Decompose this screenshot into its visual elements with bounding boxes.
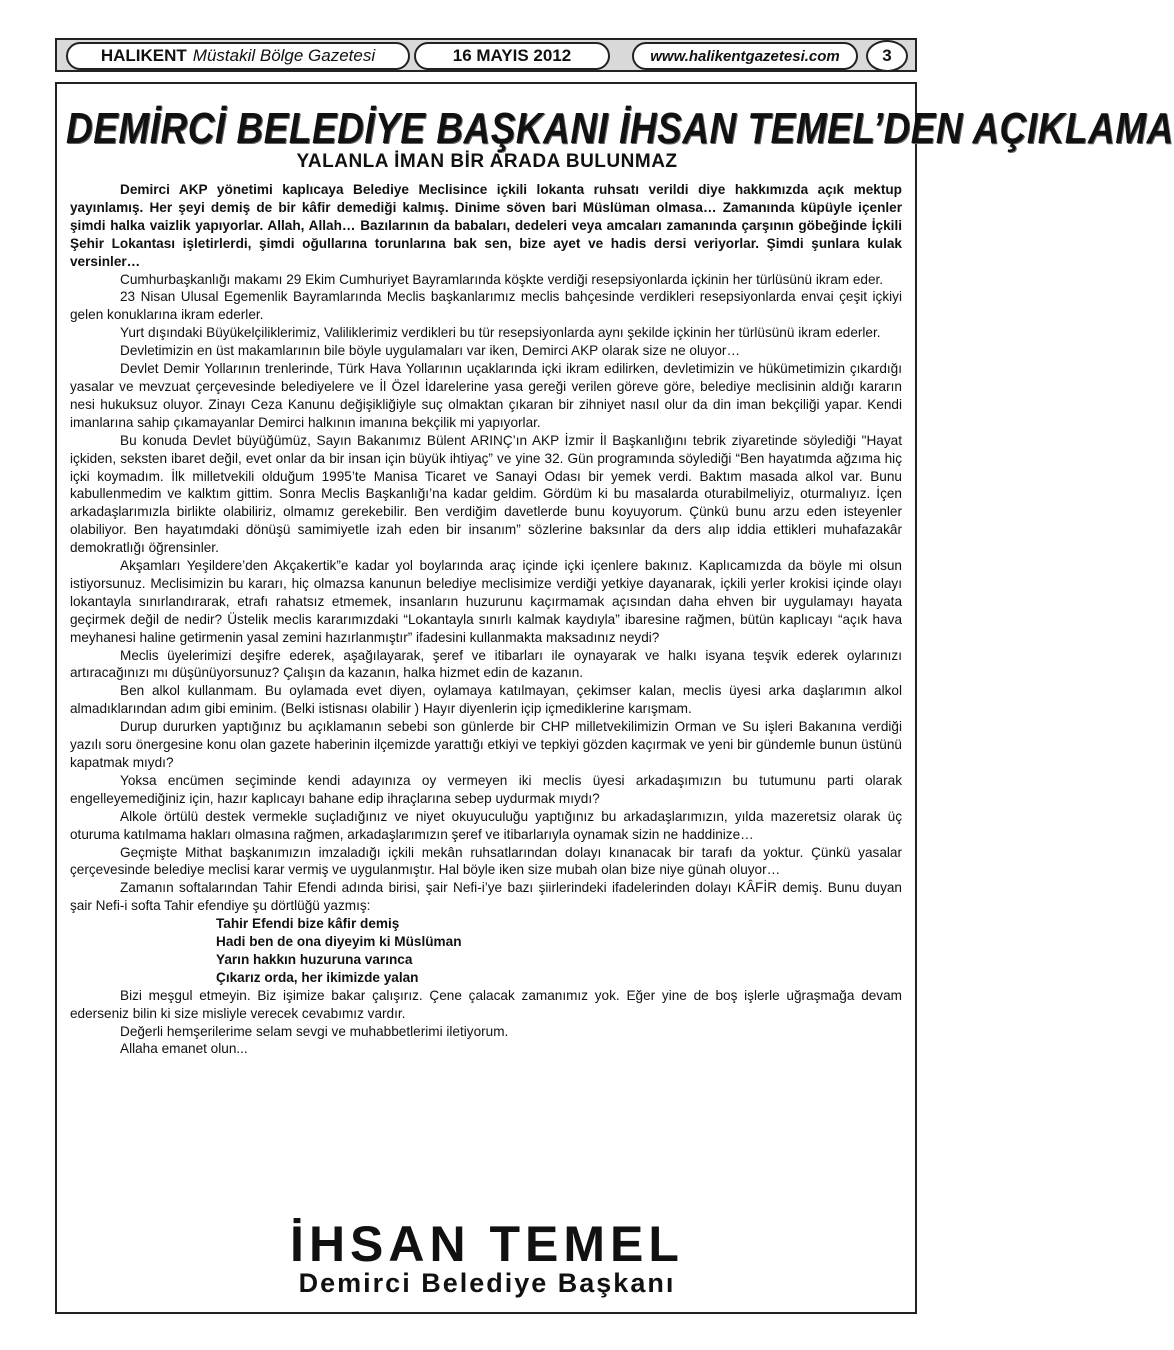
poem-line: Yarın hakkın huzuruna varınca bbox=[216, 951, 413, 967]
article-paragraph: Bu konuda Devlet büyüğümüz, Sayın Bakanımız Bülent ARINÇ’ın AKP İzmir İl Başkanlığını tebrik ziyaretinde söylediği "Hayat içkiden, seksten ibaret değil, evet onlar da bir insan için büyük ihtiyaç” ve yine 32. Gün programında söylediği “Ben hayatımda ağzıma hiç içki koymadım. İlk milletvekili olduğum 1995’te Manisa Ticaret ve Sanayi Odası bir yemek verdi. Baktım masada alkol var. Bunu kabullenmedim ve kalktım gittim. Sonra Meclis Başkanlığı’na kadar geldim. Gördüm ki bu masalarda oturabilmeliyiz, oturmalıyız. İçen arkadaşlarımızla birlikte olabiliriz, olmamız gerekebilir. Ben verdiğim davetlerde bunu koyuyorum. Çünkü bunu arzu eden isteyenler olabiliyor. Ben hayatımdaki dönüşü samimiyetle izah eden bir insanım” sözlerine baksınlar da ders alıp iddia ettikleri muhafazakâr demokratlığı öğrensinler. bbox=[70, 432, 902, 556]
article-paragraph: 23 Nisan Ulusal Egemenlik Bayramlarında Meclis başkanlarımız meclis bahçesinde verdikleri resepsiyonlarda envai çeşit içkiyi gelen konuklarına ikram ederler. bbox=[70, 289, 902, 323]
article-paragraph: Zamanın softalarından Tahir Efendi adında birisi, şair Nefi-i’ye bazı şiirlerindeki ifadelerinden dolayı KÂFİR demiş. Bunu duyan şair Nefi-i softa Tahir efendiye şu dörtlüğü yazmış: bbox=[70, 880, 902, 914]
headline: DEMİRCİ BELEDİYE BAŞKANI İHSAN TEMEL’DEN AÇIKLAMA bbox=[66, 104, 1174, 153]
article-paragraph: Meclis üyelerimizi deşifre ederek, aşağılayarak, şeref ve itibarları ile oynayarak ve halkı isyana teşvik ederek oylarınızı artıracağınızı mı düşünüyorsunuz? Çalışın da kazanın, halka hizmet edin de kazanın. bbox=[70, 647, 902, 681]
closing-paragraph: Değerli hemşerilerime selam sevgi ve muhabbetlerimi iletiyorum. bbox=[120, 1023, 509, 1039]
article-paragraph: Devletimizin en üst makamlarının bile böyle uygulamaları var iken, Demirci AKP olarak size ne oluyor… bbox=[120, 343, 741, 359]
signature-name: İHSAN TEMEL bbox=[290, 1216, 684, 1272]
poem-quatrain bbox=[216, 915, 902, 987]
subheadline: YALANLA İMAN BİR ARADA BULUNMAZ bbox=[296, 151, 678, 172]
article-paragraph: Alkole örtülü destek vermekle suçladığınız ve niyet okuyuculuğu yaptığınız bu arkadaşlarımızın, yılda mazeretsiz olarak üç oturuma katılmama hakları olmasına rağmen, arkadaşlarımızın şeref ve itibarlarıyla oynamak sizin ne haddinize… bbox=[70, 808, 902, 842]
article-paragraph: Demirci AKP yönetimi kaplıcaya Belediye Meclisince içkili lokanta ruhsatı verildi diye hakkımızda açık mektup yayınlamış. Her şeyi demiş de bir kâfir demediği kalmış. Dinime söven bari Müslüman olmasa… Zamanında küpüyle içenler şimdi halka vaizlik yapıyorlar. Allah, Allah… Bazılarının da babaları, dedeleri veya amcaları zamanında çarşının göbeğinde İçkili Şehir Lokantası işletirlerdi, şimdi oğullarına torunlarına bak sen, bize ayet ve hadis dersi veriyorlar. Şimdi şunlara kulak versinler… bbox=[70, 182, 902, 269]
article-paragraph: Durup dururken yaptığınız bu açıklamanın sebebi son günlerde bir CHP milletvekilimizin Orman ve Su işleri Bakanına verdiği yazılı soru önergesine konu olan gazete haberinin ilçemizde yarattığı etkiyi ve tepkiyi gözden kaçırmak ve yeni bir gündemle bunun üstünü kapatmak mıydı? bbox=[70, 719, 902, 770]
article-paragraph: Cumhurbaşkanlığı makamı 29 Ekim Cumhuriyet Bayramlarında köşkte verdiği resepsiyonlarda içkinin her türlüsünü ikram eder. bbox=[120, 271, 884, 287]
signature-title: Demirci Belediye Başkanı bbox=[298, 1268, 676, 1298]
poem-line: Hadi ben de ona diyeyim ki Müslüman bbox=[216, 934, 462, 950]
article-paragraph: Yurt dışındaki Büyükelçiliklerimiz, Valiliklerimiz verdikleri bu tür resepsiyonlarda aynı şekilde içkinin her türlüsünü ikram ederler. bbox=[120, 325, 881, 341]
closing-paragraph: Bizi meşgul etmeyin. Biz işimize bakar çalışırız. Çene çalacak zamanımız yok. Eğer yine de boş işlerle uğraşmağa devam ederseniz bilin ki size misliyle verecek cevabımız vardır. bbox=[70, 987, 902, 1021]
article-paragraph: Yoksa encümen seçiminde kendi adayınıza oy vermeyen iki meclis üyesi arkadaşımızın bu tutumunu parti olarak engelleyemediğiniz için, hazır kaplıcayı bahane edip ihraçlarına sebep uydurmak mıydı? bbox=[70, 772, 902, 806]
article-paragraph: Ben alkol kullanmam. Bu oylamada evet diyen, oylamaya katılmayan, çekimser kalan, meclis üyesi arka daşlarımın alkol almadıklarından adım gibi eminim. (Belki istisnası olabilir ) Hayır diyenlerin içip içmediklerine karışmam. bbox=[70, 683, 902, 717]
poem-line: Tahir Efendi bize kâfir demiş bbox=[216, 916, 400, 932]
paper-subtitle: Müstakil Bölge Gazetesi bbox=[192, 46, 376, 65]
poem-line: Çıkarız orda, her ikimizde yalan bbox=[216, 969, 419, 985]
article-paragraph: Geçmişte Mithat başkanımızın imzaladığı içkili mekân ruhsatlarından dolayı kınanacak bir tarafı da yoktur. Çünkü yasalar çerçevesinde belediye meclisi karar vermiş ve uygulanmıştır. Hal böyle iken size mubah olan bize niye günah oluyor… bbox=[70, 844, 902, 878]
closing-paragraph: Allaha emanet olun... bbox=[120, 1041, 248, 1057]
paper-name: HALIKENT bbox=[100, 46, 187, 65]
issue-date: 16 MAYIS 2012 bbox=[414, 42, 610, 70]
article-body bbox=[70, 181, 902, 1058]
paper-name-pill bbox=[66, 42, 410, 70]
article-paragraph: Devlet Demir Yollarının trenlerinde, Türk Hava Yollarının uçaklarında içki ikram edilirken, devletimizin ve hükümetimizin çıkardığı yasalar ve mevzuat çerçevesinde belediyelere ve İl Özel İdarelerine yasa gereği verilen göreve göre, belediye meclisinin aldığı kararın nesi hukuksuz oluyor. Zinayı Ceza Kanunu değişikliğiyle suç olmaktan çıkaran bir zihniyet nasıl olur da din iman bekçiliği yapar. Kendi imanlarına sahip çıkamayanlar Demirci halkının imanına bekçilik mi yapıyorlar. bbox=[70, 361, 902, 430]
website-link[interactable]: www.halikentgazetesi.com bbox=[632, 42, 858, 70]
page-number: 3 bbox=[866, 40, 908, 72]
article-paragraph: Akşamları Yeşildere’den Akçakertik”e kadar yol boylarında araç içinde içki içenlere bakınız. Kaplıcamızda da böyle mi olsun istiyorsunuz. Meclisimizin bu kararı, hiç olmazsa kanunun belediye meclisimize verdiği yetkiye dayanarak, içkili yerler krokisi içinde olayı lokantayla sınırlandırarak, etrafı rahatsız etmemek, insanların huzurunu kaçırmamak açısından daha ehven bir uygulamayı hayata geçirmek değil de nedir? Üstelik meclis kararımızdaki “Lokantayla sınırlı kalmak kaydıyla” ibaresine rağmen, bütün kaplıcayı “açık hava meyhanesi haline getirmenin yasal zemini hazırlanmıştır” ifadesini kullanmakta maksadınız neydi? bbox=[70, 558, 902, 645]
